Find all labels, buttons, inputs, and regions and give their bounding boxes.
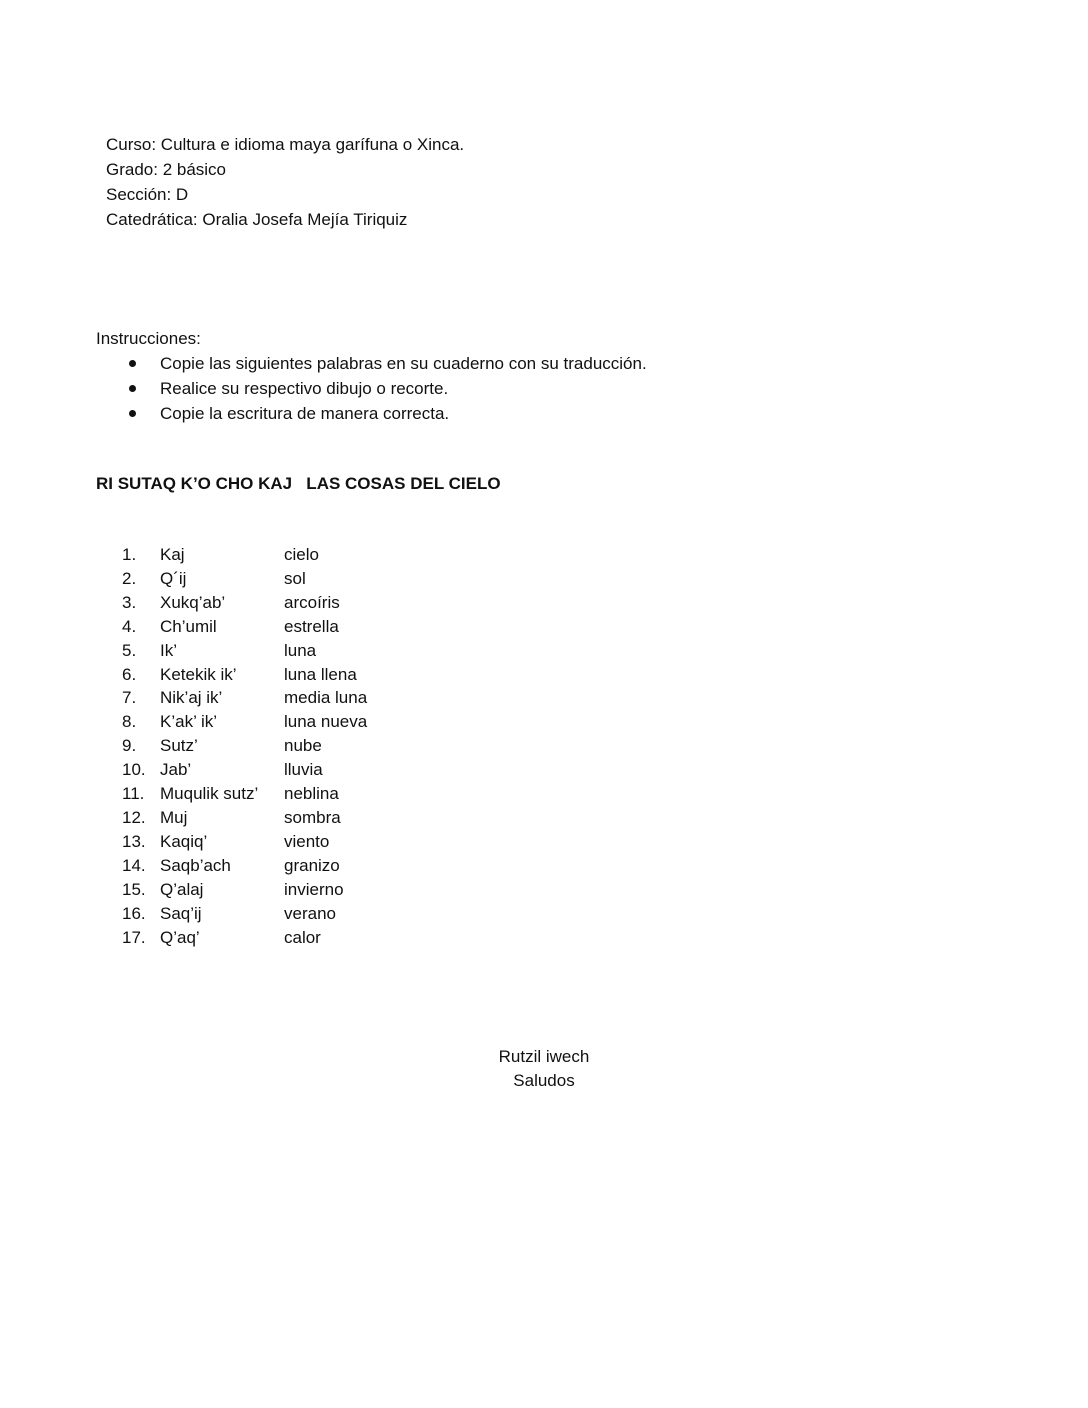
vocabulary-word: Muqulik sutz’ bbox=[160, 784, 259, 804]
vocabulary-word: Muj bbox=[160, 807, 188, 827]
vocabulary-number: 10. bbox=[122, 760, 146, 780]
vocabulary-number: 3. bbox=[122, 592, 137, 612]
instruction-text: Realice su respectivo dibujo o recorte. bbox=[160, 379, 449, 398]
vocabulary-number: 8. bbox=[122, 712, 137, 732]
vocabulary-number: 11. bbox=[122, 784, 145, 804]
vocabulary-translation: sol bbox=[284, 568, 306, 588]
vocabulary-row bbox=[122, 830, 367, 854]
vocabulary-row bbox=[122, 734, 367, 758]
instruction-item bbox=[96, 401, 647, 426]
course-line: Curso: Cultura e idioma maya garífuna o Xinca. bbox=[106, 135, 465, 154]
vocabulary-number: 13. bbox=[122, 831, 146, 851]
section-line: Sección: D bbox=[106, 185, 189, 204]
vocabulary-number: 17. bbox=[122, 927, 146, 947]
vocabulary-translation: lluvia bbox=[284, 760, 323, 780]
vocabulary-translation: calor bbox=[284, 927, 321, 947]
vocabulary-row bbox=[122, 639, 367, 663]
vocabulary-row bbox=[122, 615, 367, 639]
vocabulary-number: 9. bbox=[122, 736, 137, 756]
instructions-list bbox=[96, 351, 647, 426]
vocabulary-number: 12. bbox=[122, 807, 146, 827]
instruction-text: Copie la escritura de manera correcta. bbox=[160, 404, 450, 423]
teacher-line: Catedrática: Oralia Josefa Mejía Tiriquiz bbox=[106, 210, 408, 229]
bullet-icon bbox=[129, 410, 136, 417]
vocabulary-translation: verano bbox=[284, 903, 336, 923]
instruction-text: Copie las siguientes palabras en su cuaderno con su traducción. bbox=[160, 354, 647, 373]
vocabulary-translation: granizo bbox=[284, 855, 340, 875]
closing-greeting bbox=[444, 1045, 644, 1093]
bullet-icon bbox=[129, 360, 136, 367]
vocabulary-word: Ch’umil bbox=[160, 616, 217, 636]
instruction-item bbox=[96, 376, 647, 401]
vocabulary-number: 1. bbox=[122, 545, 137, 564]
vocabulary-row bbox=[122, 902, 367, 926]
vocabulary-translation: sombra bbox=[284, 807, 341, 827]
vocabulary-row bbox=[122, 543, 367, 567]
instructions bbox=[96, 326, 647, 426]
vocabulary-translation: invierno bbox=[284, 879, 344, 899]
vocabulary-word: Q’aq’ bbox=[160, 927, 200, 947]
vocabulary-row bbox=[122, 663, 367, 687]
vocabulary-word: Kaqiq’ bbox=[160, 831, 208, 851]
vocabulary-word: Jab’ bbox=[160, 760, 192, 780]
vocabulary-translation: media luna bbox=[284, 688, 368, 708]
vocabulary-row bbox=[122, 782, 367, 806]
vocabulary-row bbox=[122, 710, 367, 734]
closing-spanish: Saludos bbox=[513, 1071, 575, 1090]
vocabulary-number: 2. bbox=[122, 568, 137, 588]
grade-line: Grado: 2 básico bbox=[106, 160, 227, 179]
vocabulary-word: Saq’ij bbox=[160, 903, 202, 923]
vocabulary-word: Xukq’ab’ bbox=[160, 592, 226, 612]
vocabulary-word: Ik’ bbox=[160, 640, 177, 660]
vocabulary-translation: arcoíris bbox=[284, 592, 340, 612]
course-header bbox=[106, 132, 464, 232]
vocabulary-word: K’ak’ ik’ bbox=[160, 712, 217, 732]
vocabulary-translation: luna nueva bbox=[284, 712, 368, 732]
vocabulary-translation: viento bbox=[284, 831, 330, 851]
vocabulary-number: 6. bbox=[122, 664, 137, 684]
vocabulary-word: Saqb’ach bbox=[160, 855, 231, 875]
vocabulary-row bbox=[122, 686, 367, 710]
vocabulary-row bbox=[122, 878, 367, 902]
vocabulary-translation: luna llena bbox=[284, 664, 357, 684]
vocabulary-row bbox=[122, 591, 367, 615]
vocabulary-list bbox=[122, 543, 367, 949]
vocabulary-row bbox=[122, 567, 367, 591]
vocabulary-translation: nube bbox=[284, 736, 322, 756]
section-title: RI SUTAQ K’O CHO KAJ LAS COSAS DEL CIELO bbox=[96, 474, 501, 493]
vocabulary-translation: cielo bbox=[284, 545, 319, 564]
closing-kiche: Rutzil iwech bbox=[498, 1047, 590, 1066]
vocabulary-number: 4. bbox=[122, 616, 137, 636]
vocabulary-number: 16. bbox=[122, 903, 146, 923]
vocabulary-translation: neblina bbox=[284, 784, 339, 804]
vocabulary-row bbox=[122, 758, 367, 782]
vocabulary-translation: luna bbox=[284, 640, 317, 660]
vocabulary-number: 15. bbox=[122, 879, 146, 899]
vocabulary-number: 14. bbox=[122, 855, 146, 875]
vocabulary-word: Q´ij bbox=[160, 568, 187, 588]
vocabulary-word: Ketekik ik’ bbox=[160, 664, 237, 684]
vocabulary-translation: estrella bbox=[284, 616, 339, 636]
vocabulary-row bbox=[122, 854, 367, 878]
vocabulary-word: Nik’aj ik’ bbox=[160, 688, 223, 708]
instruction-item bbox=[96, 351, 647, 376]
vocabulary-word: Sutz’ bbox=[160, 736, 198, 756]
vocabulary-word: Kaj bbox=[160, 545, 185, 564]
vocabulary-number: 5. bbox=[122, 640, 137, 660]
vocabulary-word: Q’alaj bbox=[160, 879, 204, 899]
bullet-icon bbox=[129, 385, 136, 392]
vocabulary-row bbox=[122, 806, 367, 830]
vocabulary-row bbox=[122, 926, 367, 950]
instructions-label: Instrucciones: bbox=[96, 329, 201, 348]
vocabulary-number: 7. bbox=[122, 688, 137, 708]
